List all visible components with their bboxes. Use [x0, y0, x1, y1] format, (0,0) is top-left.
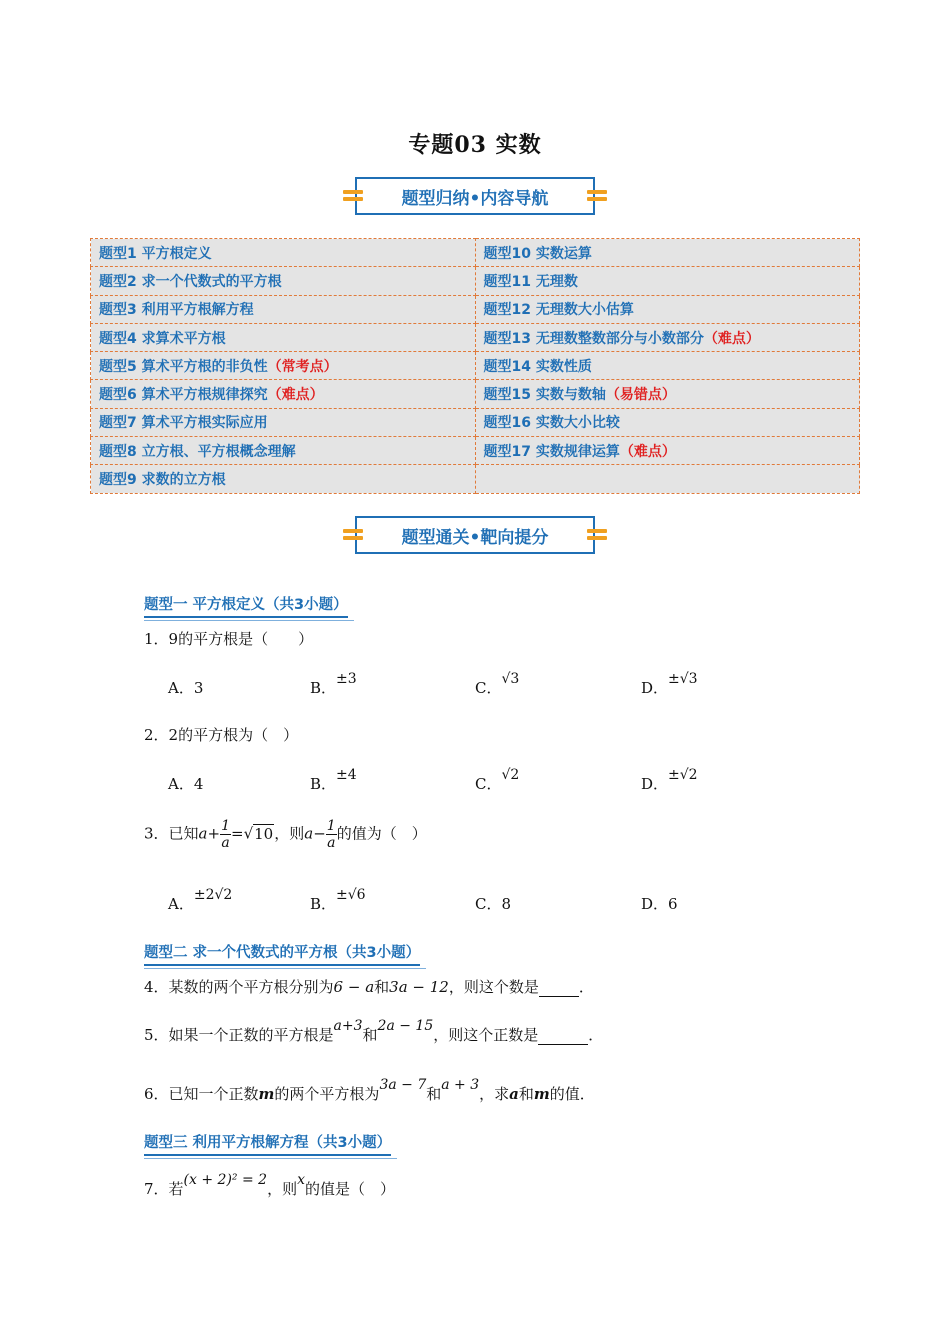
question-7: 7．若(x + 2)² = 2，则x的值是（ ） — [144, 1172, 395, 1198]
toc-row — [91, 437, 860, 465]
q3-option-b: B．±√6 — [310, 887, 366, 913]
page-title: 专题03 实数 — [408, 132, 542, 158]
equals-deco-icon — [343, 187, 363, 205]
q1-option-c: C．√3 — [475, 671, 520, 697]
q2-option-a: A．4 — [168, 775, 204, 793]
toc-row — [91, 380, 860, 408]
toc-item[interactable]: 题型7 算术平方根实际应用 — [91, 408, 476, 436]
toc-table — [90, 238, 860, 494]
practice-banner-label: 题型通关•靶向提分 — [401, 527, 549, 548]
q2-option-b: B．±4 — [310, 767, 357, 793]
toc-item[interactable]: 题型16 实数大小比较 — [475, 408, 860, 436]
section-heading: 题型二 求一个代数式的平方根（共3小题） — [144, 941, 420, 966]
equals-deco-icon — [343, 526, 363, 544]
q3-option-d: D．6 — [641, 895, 678, 913]
toc-item[interactable]: 题型9 求数的立方根 — [91, 465, 476, 493]
section-heading: 题型三 利用平方根解方程（共3小题） — [144, 1131, 391, 1156]
toc-item[interactable]: 题型11 无理数 — [475, 267, 860, 295]
toc-banner — [355, 177, 595, 215]
q2-option-d: D．±√2 — [641, 767, 698, 793]
toc-row — [91, 323, 860, 351]
toc-row — [91, 465, 860, 493]
equals-deco-icon — [587, 187, 607, 205]
q1-option-d: D．±√3 — [641, 671, 698, 697]
toc-item[interactable]: 题型3 利用平方根解方程 — [91, 295, 476, 323]
question-5: 5．如果一个正数的平方根是a+3和2a − 15，则这个正数是 ． — [144, 1018, 604, 1044]
q3-option-c: C．8 — [475, 895, 512, 913]
answer-blank[interactable] — [539, 996, 579, 997]
toc-item[interactable]: 题型17 实数规律运算（难点） — [475, 437, 860, 465]
practice-banner — [355, 516, 595, 554]
toc-item[interactable]: 题型8 立方根、平方根概念理解 — [91, 437, 476, 465]
equals-deco-icon — [587, 526, 607, 544]
toc-item[interactable]: 题型13 无理数整数部分与小数部分（难点） — [475, 323, 860, 351]
toc-item[interactable]: 题型15 实数与数轴（易错点） — [475, 380, 860, 408]
toc-row — [91, 352, 860, 380]
toc-item[interactable]: 题型5 算术平方根的非负性（常考点） — [91, 352, 476, 380]
toc-item[interactable]: 题型14 实数性质 — [475, 352, 860, 380]
toc-row — [91, 267, 860, 295]
toc-item[interactable]: 题型12 无理数大小估算 — [475, 295, 860, 323]
toc-item[interactable]: 题型4 求算术平方根 — [91, 323, 476, 351]
question-1-stem: 1．9的平方根是（ ） — [144, 630, 314, 648]
q2-option-c: C．√2 — [475, 767, 520, 793]
toc-item[interactable]: 题型10 实数运算 — [475, 239, 860, 267]
toc-item[interactable]: 题型6 算术平方根规律探究（难点） — [91, 380, 476, 408]
toc-banner-label: 题型归纳•内容导航 — [401, 188, 549, 209]
toc-row — [91, 239, 860, 267]
q1-option-a: A．3 — [168, 679, 204, 697]
q3-option-a: A．±2√2 — [168, 887, 233, 913]
toc-item[interactable]: 题型2 求一个代数式的平方根 — [91, 267, 476, 295]
toc-row — [91, 295, 860, 323]
question-2-stem: 2．2的平方根为（ ） — [144, 726, 299, 744]
answer-blank[interactable] — [538, 1044, 588, 1045]
question-6: 6．已知一个正数m的两个平方根为3a − 7和a + 3，求a和m的值． — [144, 1077, 595, 1103]
section-heading: 题型一 平方根定义（共3小题） — [144, 593, 348, 618]
toc-item[interactable]: 题型1 平方根定义 — [91, 239, 476, 267]
question-4: 4．某数的两个平方根分别为6 − a和3a − 12，则这个数是 ． — [144, 978, 594, 996]
question-3-stem: 3．已知a+ $\frac{1}{a}$ =√10，则a− $\frac{1}{a}$ 的值为（ ） — [144, 818, 427, 851]
toc-row — [91, 408, 860, 436]
q1-option-b: B．±3 — [310, 671, 357, 697]
toc-item[interactable] — [475, 465, 860, 493]
